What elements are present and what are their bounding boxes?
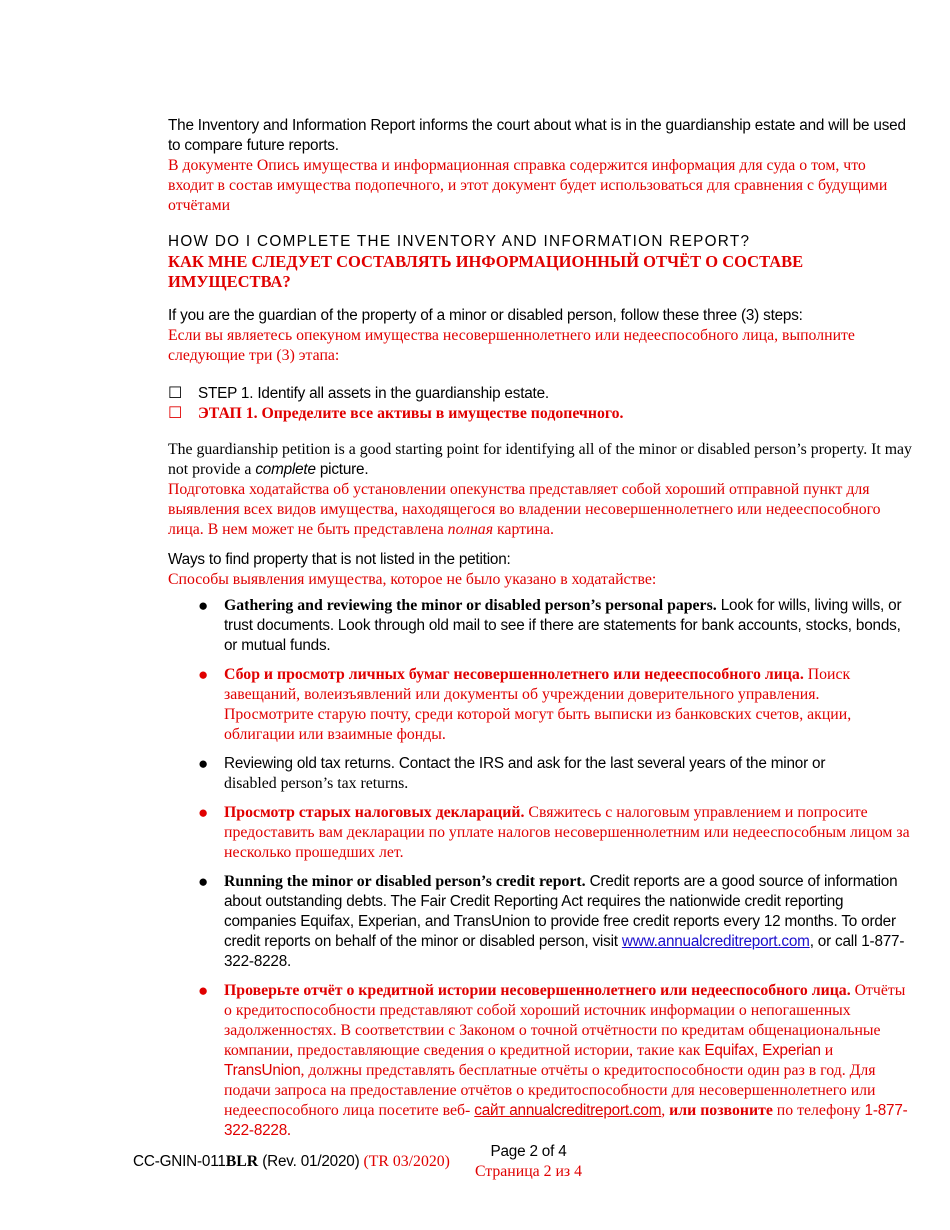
tax-en-serif: disabled person’s tax returns. [224,775,409,792]
credit-ru-text3: по телефону [772,1102,865,1119]
page-number [461,1142,596,1182]
ways-list [168,596,913,1141]
credit-ru-comma: , [661,1102,666,1119]
intro-ru: В документе Опись имущества и информационная справка содержится информация для суда о том, что входит в состав имущества подопечного, и этот документ будет использоваться для сравнения с будущими отчётами [168,157,888,214]
bullet-icon: ● [198,665,209,684]
intro-section [168,116,913,216]
page-footer [133,1142,913,1192]
step-1-ru-row [168,404,913,424]
ways-ru: Способы выявления имущества, которое не было указано в ходатайстве: [168,571,657,588]
guardian-intro-en: If you are the guardian of the property of a minor or disabled person, follow these three (3) steps: [168,307,803,324]
list-item [168,803,913,863]
list-item [168,872,913,972]
form-rev: (Rev. 01/2020) [258,1153,360,1170]
step-1-checkbox[interactable]: ☐ [168,385,183,402]
bullet-icon: ● [198,754,209,773]
step-1 [168,384,913,424]
annualcreditreport-link[interactable]: www.annualcreditreport.com [621,933,810,950]
section-heading [168,232,913,292]
page-number-ru: Страница 2 из 4 [474,1163,583,1180]
list-item [168,754,913,794]
credit-en-after: , or call 1-877-322-8228. [224,933,905,970]
papers-ru-bold: Сбор и просмотр личных бумаг несовершеннолетнего или недееспособного лица. [224,666,804,683]
step-1-ru-checkbox[interactable]: ☐ [168,405,183,422]
guardian-intro-ru: Если вы являетесь опекуном имущества несовершеннолетнего или недееспособного лица, выполните следующие три (3) этапа: [168,327,855,364]
form-id [133,1152,450,1172]
annualcreditreport-ru-link[interactable]: сайт annualcreditreport.com [474,1102,662,1119]
petition-ru-3: картина. [493,521,554,538]
tax-ru-bold: Просмотр старых налоговых деклараций. [224,804,525,821]
credit-ru-text1: Отчёты о кредитоспособности представляют собой хороший источник информации о непогашенных задолженностях. В соответствии с Законом о точной отчётности по кредитам общенациональные компании, предоставляющие сведения о кредитной истории, такие как [224,982,906,1059]
bullet-icon: ● [198,981,209,1000]
heading-ru: КАК МНЕ СЛЕДУЕТ СОСТАВЛЯТЬ ИНФОРМАЦИОННЫЙ ОТЧЁТ О СОСТАВЕ ИМУЩЕСТВА? [168,252,804,291]
step-1-ru: ЭТАП 1. Определите все активы в имуществе подопечного. [198,405,624,422]
credit-ru-bold: Проверьте отчёт о кредитной истории несовершеннолетнего или недееспособного лица. [224,982,851,999]
bullet-icon: ● [198,596,209,615]
bullet-icon: ● [198,872,209,891]
tax-ru-text: Свяжитесь с налоговым управлением и попросите предоставить вам декларации по уплате налогов несовершеннолетним или недееспособным лицом за несколько прошедших лет. [224,804,910,861]
page-number-en: Page 2 of 4 [490,1143,567,1160]
papers-en-text: Look for wills, living wills, or trust documents. Look through old mail to see if there are statements for bank accounts, stocks, bonds, or mutual funds. [224,597,902,654]
papers-en-bold: Gathering and reviewing the minor or disabled person’s personal papers. [224,597,717,614]
ways-en: Ways to find property that is not listed in the petition: [168,551,511,568]
petition-en-1: The guardianship petition is a good starting point for identifying all of the minor or disabled person’s property. It may not provide a [168,441,912,478]
form-suffix: BLR [225,1153,259,1170]
credit-ru-end: . [287,1122,291,1139]
credit-ru-text2: , должны представлять бесплатные отчёты о кредитоспособности один раз в год. Для подачи запроса на предоставление отчётов о кредитоспособности для несовершеннолетнего или недееспособного лица посетите веб- [224,1062,876,1119]
step-1-en-row [168,384,913,404]
form-code: CC-GNIN-011 [133,1153,226,1170]
petition-en-3: picture. [315,461,369,478]
ways-section [168,550,913,590]
form-tr: (TR 03/2020) [359,1153,450,1170]
step-1-en: STEP 1. Identify all assets in the guardianship estate. [198,385,549,402]
intro-en: The Inventory and Information Report informs the court about what is in the guardianship estate and will be used to compare future reports. [168,117,906,154]
tax-en-sans: Reviewing old tax returns. Contact the IRS and ask for the last several years of the minor or [224,755,826,772]
guardian-intro [168,306,913,366]
petition-ru-1: Подготовка ходатайства об установлении опекунства представляет собой хороший отправной пункт для выявления всех видов имущества, находящегося во владении несовершеннолетнего или недееспособного лица. В нем может не быть представлена [168,481,881,538]
petition-en-italic: complete [255,461,316,478]
bullet-icon: ● [198,803,209,822]
credit-en-text: Credit reports are a good source of information about outstanding debts. The Fair Credit Reporting Act requires the nationwide credit reporting companies Equifax, Experian, and TransUnion to provide free credit reports every 12 months. To order credit reports on behalf of the minor or disabled person, visit [224,873,898,950]
petition-section [168,440,913,540]
list-item [168,981,913,1141]
credit-ru-phone: 1-877-322-8228 [224,1102,908,1139]
petition-ru [168,480,913,540]
credit-ru-companies-a: Equifax, Experian [704,1042,821,1059]
petition-ru-italic: полная [447,521,494,538]
credit-en-bold: Running the minor or disabled person’s credit report. [224,873,586,890]
credit-ru-bold2: или позвоните [665,1102,773,1119]
papers-ru-text: Поиск завещаний, волеизъявлений или документы об учреждении доверительного управления. Просмотрите старую почту, среди которой могут быть выписки из банковских счетов, акции, облигации или взаимные фонды. [224,666,852,743]
document-body [168,116,913,1150]
credit-ru-and: и [820,1042,834,1059]
list-item [168,665,913,745]
credit-ru-companies-b: TransUnion [224,1062,301,1079]
petition-en [168,440,913,480]
list-item [168,596,913,656]
heading-en: HOW DO I COMPLETE THE INVENTORY AND INFORMATION REPORT? [168,233,751,250]
